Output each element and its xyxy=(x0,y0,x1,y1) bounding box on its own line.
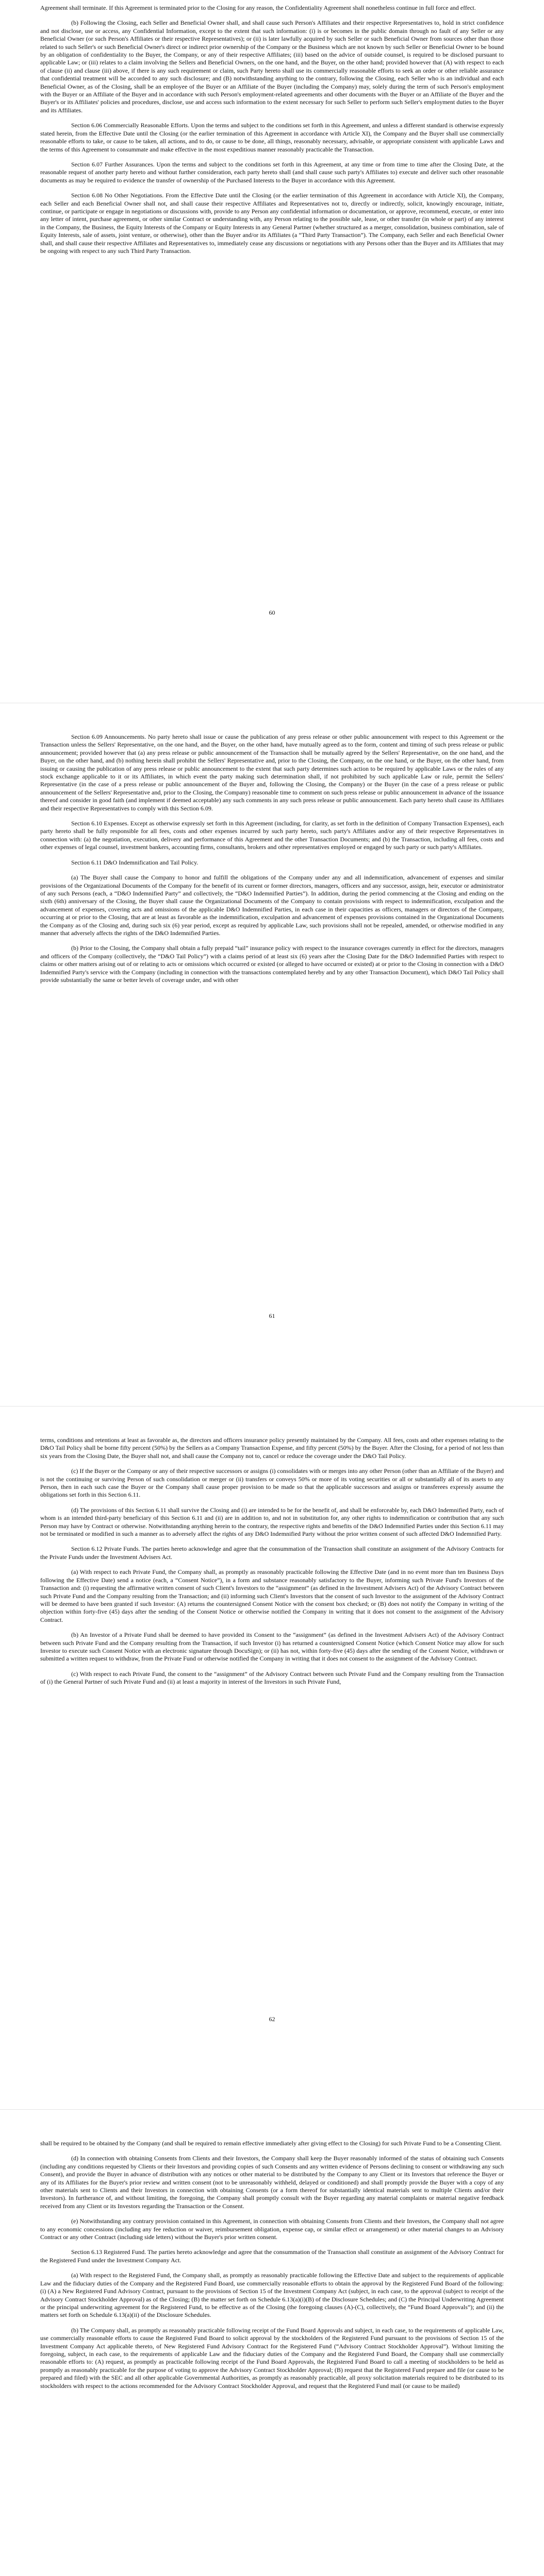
page-60-body xyxy=(40,4,504,262)
paragraph: (a) With respect to each Private Fund, the Company shall, as promptly as reasonably practicable following the Effective Date (and in no event more than ten Business Days following the Effective Date) send a notice (each, a “Consent Notice”), in a form and substance reasonably satisfactory to the Buyer, informing such Private Fund's Investors of the Transaction and: (i) requesting the affirmative written consent of such Client's Investors to the “assignment” (as defined in the Investment Advisers Act) of the Advisory Contract between such Private Fund and the Company resulting from the Transaction; and (ii) informing such Client's Investors that the consent of such Investor to the assignment of the Advisory Contract will be deemed to have been granted if such Investor: (A) returns the countersigned Consent Notice with the consent box checked; or (B) does not notify the Company in writing of the objection within forty-five (45) days after the sending of the Consent Notice or otherwise notified the Company in writing that it does not consent to the assignment of the Advisory Contract. xyxy=(40,1568,504,1623)
paragraph: shall be required to be obtained by the Company (and shall be required to remain effective immediately after giving effect to the Closing) for such Private Fund to be a Consenting Client. xyxy=(40,2140,502,2147)
paragraph: (c) If the Buyer or the Company or any of their respective successors or assigns (i) consolidates with or merges into any other Person (other than an Affiliate of the Buyer) and is not the continuing or surviving Person of such consolidation or merger or (ii) transfers or conveys 50% or more of its voting securities or all or substantially all of its assets to any Person, then in each such case the Buyer or the Company shall cause proper provision to be made so that the applicable successors and assigns or transferees expressly assume the obligations set forth in this Section 6.11. xyxy=(40,1467,504,1499)
page-number: 61 xyxy=(269,1312,275,1319)
section-6-11-heading: Section 6.11 D&O Indemnification and Tail Policy. xyxy=(71,858,199,866)
page-61-body xyxy=(40,733,504,991)
paragraph: (b) The Company shall, as promptly as reasonably practicable following receipt of the Fund Board Approvals and subject, in each case, to the requirements of applicable Law, use commercially reasonable efforts to cause the Registered Fund Board to solicit approval by the stockholders of the Registered Fund pursuant to the provisions of Section 15 of the Investment Company Act applicable thereto, of New Registered Fund Advisory Contract for the Registered Fund (“Advisory Contract Stockholder Approval”). Without limiting the foregoing, subject, in each case, to the requirements of applicable Law and the fiduciary duties of the Company and the Registered Fund Board, the Company shall use commercially reasonable efforts to: (A) request, as promptly as practicable following receipt of the Fund Board Approvals, the Registered Fund Board to call a meeting of stockholders to be held as promptly as reasonably practicable for the purpose of voting to approve the Advisory Contract Stockholder Approval; (B) request that the Registered Fund prepare and file (or cause to be prepared and filed) with the SEC and all other applicable Governmental Authorities, as promptly as reasonably practicable, all proxy solicitation materials required to be distributed to its stockholders with respect to the actions recommended for the Advisory Contract Stockholder Approval, and request that the Registered Fund mail (or cause to be mailed) xyxy=(40,2326,504,2389)
paragraph: (d) The provisions of this Section 6.11 shall survive the Closing and (i) are intended to be for the benefit of, and shall be enforceable by, each D&O Indemnified Party, each of whom is an intended third-party beneficiary of this Section 6.11 and (ii) are in addition to, and not in substitution for, any other rights to indemnification or contribution that any such Person may have by Contract or otherwise. Notwithstanding anything herein to the contrary, the respective rights and benefits of the D&O Indemnified Parties under this Section 6.11 may not be terminated or modified in such a manner as to adversely affect the rights of any D&O Indemnified Party without the prior written consent of such affected D&O Indemnified Party. xyxy=(40,1506,504,1538)
section-6-13: Section 6.13 Registered Fund. The parties hereto acknowledge and agree that the consummation of the Transaction shall constitute an assignment of the Advisory Contract for the Registered Fund under the Investment Company Act. xyxy=(40,2248,504,2264)
page-61 xyxy=(0,703,544,1406)
section-6-12: Section 6.12 Private Funds. The parties hereto acknowledge and agree that the consummation of the Transaction shall constitute an assignment of the Advisory Contracts for the Private Funds under the Investment Advisers Act. xyxy=(40,1545,504,1561)
paragraph: (a) With respect to the Registered Fund, the Company shall, as promptly as reasonably practicable following the Effective Date and subject to the requirements of applicable Law and the fiduciary duties of the Company and the Registered Fund Board, use commercially reasonable efforts to obtain the approval by the Registered Fund Board of the following: (i) (A) a New Registered Fund Advisory Contract, pursuant to the provisions of Section 15 of the Investment Company Act (subject, in each case, to the approval (subject to receipt of the Advisory Contract Stockholder Approval) as of the Closing; (B) the matter set forth on Schedule 6.13(a)(i)(B) of the Disclosure Schedules; and (C) the Principal Underwriting Agreement or the principal underwriting agreement for the Registered Fund, to be effective as of the Closing (the foregoing clauses (A)-(C), collectively, the “Fund Board Approvals”); and (ii) the matters set forth on Schedule 6.13(a)(ii) of the Disclosure Schedules. xyxy=(40,2272,504,2319)
section-6-10: Section 6.10 Expenses. Except as otherwise expressly set forth in this Agreement (including, for clarity, as set forth in the definition of Company Transaction Expenses), each party hereto shall be fully responsible for all fees, costs and other expenses incurred by such party hereto, such party's Affiliates and/or any of their respective Representatives in connection with: (a) the negotiation, execution, delivery and performance of this Agreement and the other Transaction Documents; and (b) the Transaction, including all fees, costs and other expenses of legal counsel, investment bankers, accounting firms, consultants, brokers and other representatives employed or engaged by such party or such party's Affiliates. xyxy=(40,820,504,851)
page-number: 62 xyxy=(269,2015,275,2023)
page-62-body xyxy=(40,1436,504,1693)
section-6-07: Section 6.07 Further Assurances. Upon the terms and subject to the conditions set forth in this Agreement, at any time or from time to time after the Closing Date, at the reasonable request of another party hereto and without further consideration, each party hereto shall (and shall cause such party's Affiliates to) execute and deliver such other reasonable documents as may be required to evidence the transfer of ownership of the Purchased Interests to the Buyer in accordance with this Agreement. xyxy=(40,160,504,184)
paragraph: terms, conditions and retentions at least as favorable as, the directors and officers insurance policy presently maintained by the Company. All fees, costs and other expenses relating to the D&O Tail Policy shall be borne fifty percent (50%) by the Sellers as a Company Transaction Expense, and fifty percent (50%) by the Buyer. After the Closing, for a period of not less than six years from the Closing Date, the Buyer shall not, and shall cause the Company not to, cancel or reduce the coverage under the D&O Tail Policy. xyxy=(40,1436,504,1460)
paragraph: (a) The Buyer shall cause the Company to honor and fulfill the obligations of the Company under any and all indemnification, advancement of expenses and similar provisions of the Organizational Documents of the Company for the benefit of its current or former directors, managers, officers and any successor, assign, heir, executor or administrator of any such Persons (each, a “D&O Indemnified Party” and collectively, the “D&O Indemnified Parties”). In addition, during the period commencing at the Closing and ending on the sixth (6th) anniversary of the Closing, the Buyer shall cause the Organizational Documents of the Company to contain provisions with respect to indemnification, exculpation and the advancement of expenses, covering acts and omissions of the applicable D&O Indemnified Parties, in each case in their capacities as officers, managers or directors of the Company, occurring at or prior to the Closing, that are at least as favorable as the indemnification, exculpation and advancement of expenses provisions contained in the Organizational Documents the Company as of the Closing and, during such six (6) year period, except as required by applicable Law, such provisions shall not be repealed, amended, or otherwise modified in any manner that adversely affects the rights of the D&O Indemnified Parties. xyxy=(40,874,504,937)
paragraph: (c) With respect to each Private Fund, the consent to the “assignment” of the Advisory Contract between such Private Fund and the Company resulting from the Transaction of (i) the General Partner of such Private Fund and (ii) at least a majority in interest of the Investors in such Private Fund, xyxy=(40,1670,504,1686)
paragraph: (e) Notwithstanding any contrary provision contained in this Agreement, in connection with obtaining Consents from Clients and their Investors, the Company shall not agree to any economic concessions (including any fee reduction or waiver, reimbursement obligation, expense cap, or similar effect or arrangement) or other material changes to an Advisory Contract or any other Contract (including side letters) without the Buyer's prior written consent. xyxy=(40,2217,504,2241)
paragraph: (b) Prior to the Closing, the Company shall obtain a fully prepaid “tail” insurance policy with respect to the insurance coverages currently in effect for the directors, managers and officers of the Company (collectively, the “D&O Tail Policy”) with a claims period of at least six (6) years after the Closing Date for the D&O Indemnified Parties with respect to claims or other matters arising out of or relating to acts or omissions which occurred or existed (or alleged to have occurred or existed) at or prior to the Closing in connection with a D&O Indemnified Party's service with the Company (including in connection with the transactions contemplated hereby and by any other Transaction Document), which D&O Tail Policy shall provide substantially the same or better levels of coverage under, and with other xyxy=(40,944,504,984)
paragraph: Agreement shall terminate. If this Agreement is terminated prior to the Closing for any reason, the Confidentiality Agreement shall nonetheless continue in full force and effect. xyxy=(40,4,476,11)
section-6-06: Section 6.06 Commercially Reasonable Efforts. Upon the terms and subject to the conditions set forth in this Agreement, and unless a different standard is otherwise expressly stated herein, from the Effective Date until the Closing (or the earlier termination of this Agreement in accordance with Article XI), the Company and the Buyer shall use commercially reasonable efforts to take, or cause to be taken, all actions, and to do, or cause to be done, all things, reasonably necessary, advisable, or appropriate consistent with applicable Laws and the terms of this Agreement to consummate and make effective in the most expeditious manner reasonably practicable the Transaction. xyxy=(40,122,504,153)
page-62 xyxy=(0,1406,544,2110)
paragraph: (b) An Investor of a Private Fund shall be deemed to have provided its Consent to the “assignment” (as defined in the Investment Advisers Act) of the Advisory Contract between such Private Fund and the Company resulting from the Transaction, if such Investor (i) has returned a countersigned Consent Notice (which Consent Notice may allow for such Investor to execute such Consent Notice with an electronic signature through DocuSign); or (ii) has not, within forty-five (45) days after the sending of the Consent Notice, withdrawn or submitted a written request to withdraw, from the Private Fund or otherwise notified the Company in writing that it does not consent to the assignment of the Advisory Contract. xyxy=(40,1631,504,1663)
paragraph: (b) Following the Closing, each Seller and Beneficial Owner shall, and shall cause such Person's Affiliates and their respective Representatives to, hold in strict confidence and not disclose, use or access, any Confidential Information, except to the extent that such information: (i) is or becomes in the public domain through no fault of any Seller or any Beneficial Owner (or such Person's Affiliates or their respective Representatives); or (ii) is later lawfully acquired by such Seller or such Beneficial Owner from sources other than those related to such Seller's or such Beneficial Owner's direct or indirect prior ownership of the Company or the Business which are not known by such Seller or Beneficial Owner to be bound by an obligation of confidentiality to the Buyer, the Company, or any of their respective Affiliates; (iii) based on the advice of outside counsel, is required to be disclosed pursuant to applicable Law; or (iii) relates to a claim involving the Sellers and Beneficial Owners, on the one hand, and the Buyer, on the other hand; provided however that (A) with respect to each of clause (ii) and clause (iii) above, if there is any such requirement or claim, such Party hereto shall use its commercially reasonable efforts to seek an order or other reliable assurance that confidential treatment will be accorded to any such disclosure; and (B) notwithstanding anything to the contrary, following the Closing, each Seller who is an individual and each Beneficial Owner, as of the Closing, shall be an employee of the Buyer or an Affiliate of the Buyer (including the Company) may, solely during the term of such Person's employment with the Buyer or an Affiliate of the Buyer and in accordance with such Person's employment-related agreements and other documents with the Buyer or an Affiliate of the Buyer and the Buyer's or its Affiliates' policies and procedures, disclose, use and access such information to the extent necessary for such Seller to perform such Seller's employment duties to the Buyer and its Affiliates. xyxy=(40,19,504,114)
page-60 xyxy=(0,0,544,703)
page-63 xyxy=(0,2110,544,2576)
page-63-body xyxy=(40,2140,504,2397)
section-6-08: Section 6.08 No Other Negotiations. From the Effective Date until the Closing (or the earlier termination of this Agreement in accordance with Article XI), the Company, each Seller and each Beneficial Owner shall not, and shall cause their respective Affiliates and Representatives not to, directly or indirectly, solicit, knowingly encourage, initiate, continue, or participate or engage in negotiations or discussions with, provide to any Person any confidential information or documentation, or approve, recommend, execute, or enter into any letter of intent, purchase agreement, or other similar Contract or understanding with, any Person relating to the possible sale, lease, or other transfer (in whole or part) of any interest in the Company, the Business, the Equity Interests of the Company or Equity Interests in any General Partner (whether structured as a merger, consolidation, business combination, sale of Equity Interests, sale of assets, joint venture, or otherwise), other than the Buyer and/or its Affiliates (a “Third Party Transaction”). The Company, each Seller and each Beneficial Owner shall, and shall cause their respective Affiliates and Representatives to, immediately cease any discussions or negotiations with any Persons other than the Buyer and its Affiliates that may be ongoing with respect to any such Third Party Transaction. xyxy=(40,192,504,255)
section-6-09: Section 6.09 Announcements. No party hereto shall issue or cause the publication of any press release or other public announcement with respect to this Agreement or the Transaction unless the Sellers' Representative, on the one hand, and the Buyer, on the other hand, have mutually agreed as to the form, content and timing of such press release or public announcement; provided however that (a) any press release or public announcement of the Transaction shall be mutually agreed by the Sellers' Representative, on the one hand, and the Buyer, on the other hand, and (b) nothing herein shall prohibit the Sellers' Representative and, prior to the Closing, the Company, on the one hand, or the Buyer, on the other hand, from issuing or causing the publication of any press release or public announcement to the extent that such party determines such action to be required by applicable Laws or the rules of any stock exchange applicable to it or its Affiliates, in which event the party making such determination shall, if not prohibited by such applicable Law or rule, permit the Sellers' Representative (in the case of a press release or public announcement of the Buyer and, following the Closing, the Company) or the Buyer (in the case of a press release or public announcement of the Sellers' Representative and, prior to the Closing, the Company) reasonable time to comment on such press release or public announcement in advance of the issuance thereof and consider in good faith (and implement if deemed acceptable) any such comments in any such press release or public announcement. Each party hereto shall cause its Affiliates and their respective Representatives to comply with this Section 6.09. xyxy=(40,733,504,812)
page-number: 60 xyxy=(269,609,275,616)
paragraph: (d) In connection with obtaining Consents from Clients and their Investors, the Company shall keep the Buyer reasonably informed of the status of obtaining such Consents (including any conditions requested by Clients or their Investors and providing copies of such Consents and any written evidence of Persons declining to consent or withdrawing any such Consent), and provide the Buyer in advance of distribution with any notices or other material to be distributed by the Company to any Client or its Investors that reference the Buyer or any of its Affiliates for the Buyer's prior review and written consent (not to be unreasonably withheld, delayed or conditioned) and shall promptly provide the Buyer with a copy of any other materials sent to Clients and their Investors in connection with obtaining Consents (or a form thereof for substantially identical materials sent to multiple Clients and/or their Investors). In furtherance of, and without limiting, the foregoing, the Company shall promptly consult with the Buyer regarding any material complaints or material negative feedback received from any Client or its Investors regarding the Transaction or the Consent. xyxy=(40,2155,504,2210)
